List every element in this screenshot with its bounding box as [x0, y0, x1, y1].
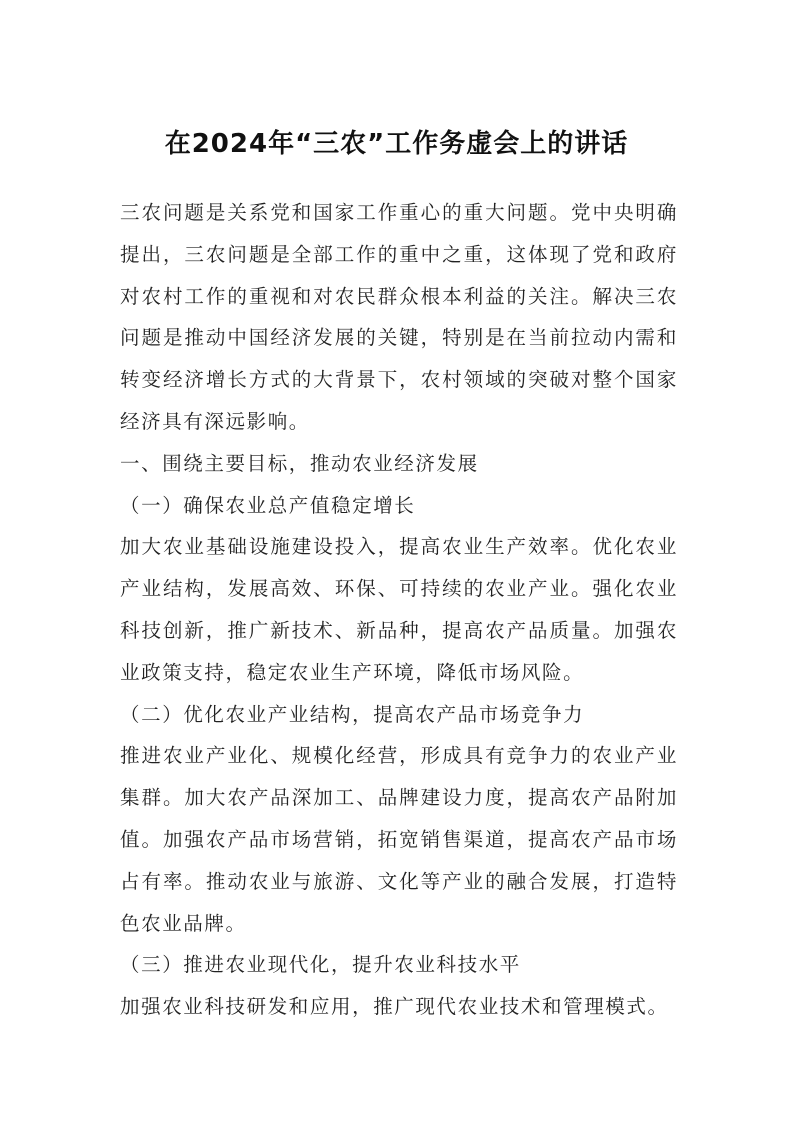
- section-heading-1: 一、围绕主要目标，推动农业经济发展: [120, 451, 479, 475]
- document-body: [120, 192, 678, 1028]
- body-paragraph-3: 加强农业科技研发和应用，推广现代农业技术和管理模式。: [120, 995, 669, 1019]
- document-title: 在2024年“三农”工作务虚会上的讲话: [164, 129, 629, 159]
- subsection-heading-3: （三）推进农业现代化，提升农业科技水平: [120, 953, 521, 977]
- body-paragraph-1: 加大农业基础设施建设投入，提高农业生产效率。优化农业产业结构，发展高效、环保、可持续的农业产业。强化农业科技创新，推广新技术、新品种，提高农产品质量。加强农业政策支持，稳定农业生产环境，降低市场风险。: [120, 535, 678, 684]
- subsection-heading-2: （二）优化农业产业结构，提高农产品市场竞争力: [120, 702, 585, 726]
- intro-paragraph: 三农问题是关系党和国家工作重心的重大问题。党中央明确提出，三农问题是全部工作的重中之重，这体现了党和政府对农村工作的重视和对农民群众根本利益的关注。解决三农问题是推动中国经济发展的关键，特别是在当前拉动内需和转变经济增长方式的大背景下，农村领域的突破对整个国家经济具有深远影响。: [120, 201, 678, 433]
- subsection-heading-1: （一）确保农业总产值稳定增长: [120, 493, 416, 517]
- body-paragraph-2: 推进农业产业化、规模化经营，形成具有竞争力的农业产业集群。加大农产品深加工、品牌建设力度，提高农产品附加值。加强农产品市场营销，拓宽销售渠道，提高农产品市场占有率。推动农业与旅游、文化等产业的融合发展，打造特色农业品牌。: [120, 744, 678, 935]
